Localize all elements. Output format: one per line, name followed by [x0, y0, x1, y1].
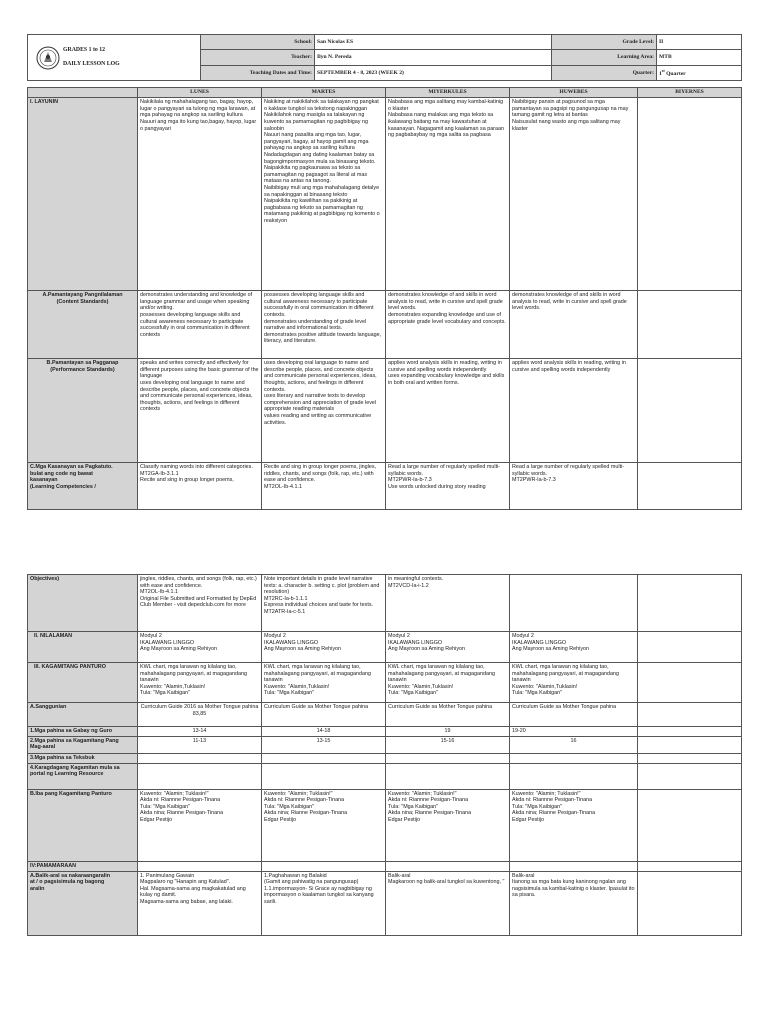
cell-objectives-huwebes [510, 575, 638, 632]
cell-performance-huwebes: applies word analysis skills in reading, writing in cursive and spelling words independently [510, 359, 638, 463]
day-tuesday: MARTES [262, 88, 386, 98]
deped-seal-icon [36, 46, 60, 70]
cell-balik-aral-miyerkules: Balik-aral Magkaroon ng balik-aral tungkol sa kuwentong, " [386, 871, 510, 935]
grade-value: II [657, 35, 742, 50]
cell-kagamitang-pang-martes: 13-15 [262, 736, 386, 753]
cell-sanggunian-martes: Curriculum Guide sa Mother Tongue pahina [262, 703, 386, 727]
cell-layunin-biyernes [638, 98, 742, 291]
row-content-standards [28, 291, 742, 359]
header-table [27, 34, 742, 81]
row-label-karagdagang: 4.Karagdagang Kagamitan mula sa portal ng Learning Resource [28, 763, 138, 789]
row-objectives [28, 575, 742, 632]
cell-kagamitang-pang-biyernes [638, 736, 742, 753]
row-label-balik-aral: A.Balik-aral sa nakaraangaralin at / o pagsisimula ng bagong aralin [28, 871, 138, 935]
lesson-table-page1 [27, 87, 742, 510]
cell-teksbuk-miyerkules [386, 753, 510, 763]
cell-nilalaman-lunes: Modyul 2 IKALAWANG LINGGO Ang Mayroon sa Aming Rehiyon [138, 632, 262, 663]
doc-title-line1: GRADES 1 to 12 [63, 47, 106, 54]
cell-sanggunian-huwebes: Curriculum Guide sa Mother Tongue pahina [510, 703, 638, 727]
cell-balik-aral-lunes: 1. Panimulang Gawain Magpalaro ng "Hanapin ang Katulad". Hal. Magsama-sama ang magkakatulad ang kulay ng damit. Magsama-sama ang babae, ang lalaki. [138, 871, 262, 935]
row-label-gabay: 1.Mga pahina sa Gabay ng Guro [28, 727, 138, 737]
dates-value: SEPTEMBER 4 - 8, 2023 (WEEK 2) [315, 65, 552, 80]
row-kagamitang-pang [28, 736, 742, 753]
grade-label: Grade Level: [552, 35, 657, 50]
cell-balik-aral-biyernes [638, 871, 742, 935]
cell-objectives-miyerkules: in meaningful contexts. MT2VCD-Ia-i-1.2 [386, 575, 510, 632]
cell-nilalaman-martes: Modyul 2 IKALAWANG LINGGO Ang Mayroon sa Aming Rehiyon [262, 632, 386, 663]
row-karagdagang [28, 763, 742, 789]
cell-teksbuk-lunes [138, 753, 262, 763]
row-label-performance-standards: B.Pamantayan sa Pagganap (Performance Standards) [28, 359, 138, 463]
row-layunin [28, 98, 742, 291]
cell-karagdagang-miyerkules [386, 763, 510, 789]
cell-nilalaman-biyernes [638, 632, 742, 663]
cell-sanggunian-lunes: Curriculum Guide 2016 sa Mother Tongue pahina 83,85 [138, 703, 262, 727]
cell-performance-biyernes [638, 359, 742, 463]
cell-gabay-huwebes: 19-20 [510, 727, 638, 737]
logo-cell [28, 35, 201, 81]
cell-layunin-lunes: Nakikilala ng mahahalagang tao, bagay, hayop, lugar o pangyayari sa tulong ng mga larawan, at mga pahayag na angkop sa sariling kultura Nauuri ang mga ito kung tao,bagay, hayop, lugar o pangyayari [138, 98, 262, 291]
quarter-value: 1st Quarter [657, 65, 742, 80]
cell-teksbuk-biyernes [638, 753, 742, 763]
cell-sanggunian-miyerkules: Curriculum Guide sa Mother Tongue pahina [386, 703, 510, 727]
cell-teksbuk-martes [262, 753, 386, 763]
cell-balik-aral-huwebes: Balik-aral Itanong sa mga bata kung kaninong ngalan ang nagsisimula sa kambal-katinig o klaster. Ipasulat ito sa pisara. [510, 871, 638, 935]
cell-kagamitan-martes: KWL chart, mga larawan ng kilalang tao, mahahalagang pangyayari, at magagandang tanawin Kuwento: "Alamin,Tuklasin! Tula: "Mga Kaibigan" [262, 663, 386, 703]
cell-objectives-lunes: jingles, riddles, chants, and songs (folk, rap, etc.) with ease and confidence. MT2OL-Ib-4.1.1 Original File Submitted and Formatted by DepEd Club Member - visit depedclub.com for more [138, 575, 262, 632]
row-performance-standards [28, 359, 742, 463]
page-one [27, 34, 741, 510]
cell-sanggunian-biyernes [638, 703, 742, 727]
cell-objectives-martes: Note important details in grade level narrative texts: a. character b. setting c. plot (problem and resolution) MT2RC-Ia-b-1.1.1 Express individual choices and taste for texts. MT2ATR-Ia-c-5.1 [262, 575, 386, 632]
lesson-table-page2 [27, 574, 742, 936]
cell-content-martes: possesses developing language skills and cultural awareness necessary to participate successfully in oral communication in different contexts. demonstrates understanding of grade level narrative and informational texts. demonstrates positive attitude towards language, literacy, and literature. [262, 291, 386, 359]
cell-karagdagang-martes [262, 763, 386, 789]
cell-competencies-miyerkules: Read a large number of regularly spelled multi-syllabic words. MT2PWR-Ia-b-7.3 Use words unlocked during story reading [386, 463, 510, 510]
cell-nilalaman-huwebes: Modyul 2 IKALAWANG LINGGO Ang Mayroon sa Aming Rehiyon [510, 632, 638, 663]
row-label-pamamaraan: IV:PAMAMARAAN [28, 861, 138, 871]
cell-gabay-martes: 14-18 [262, 727, 386, 737]
cell-layunin-martes: Nakiking at nakikilahok sa talakayan ng pangkat o kaklase tungkol sa tekstong napakinggan Nakikilahok nang masigla sa talakayan ng kuwento sa pamamagitan ng pagbibigay ng saloobin Nauuri nang pasalita ang mga tao, lugar, pangyayari, bagay, at hayop gamit ang mga pahayag na angkop sa sariling kultura Nadadagdagan ang dating kaalaman batay sa bagongimpormasyon mula sa binasang teksto. Naipakikita ng pagkaunawa sa teksto sa pamamagitan ng pagsagot sa literal at mas mataas na antas na tanong. Naibibigay muli ang mga mahahalagang detalye sa napakinggan at binasang teksto Naipakikita ng kawilihan sa pakikinig at pagbabasa ng teksto sa pamamagitan ng matamang pakikinig at pagbibigay ng komento o reaksiyon [262, 98, 386, 291]
cell-iba-pang-lunes: Kuwento: "Alamin; Tuklasin!" Akda ni: Riannne Pesigan-Tinana Tula: "Mga Kaibigan" Akda nina; Rianne Pesigan-Tinana Edgar Pestijo [138, 789, 262, 861]
row-label-competencies: C.Mga Kasanayan sa Pagkatuto. bulat ang code ng bawat kasanayan (Learning Competencies / [28, 463, 138, 510]
row-label-layunin: I. LAYUNIN [28, 98, 138, 291]
cell-gabay-miyerkules: 19 [386, 727, 510, 737]
cell-gabay-biyernes [638, 727, 742, 737]
row-balik-aral [28, 871, 742, 935]
row-pamamaraan [28, 861, 742, 871]
cell-performance-martes: uses developing oral language to name and describe people, places, and concrete objects and communicate personal experiences, ideas, thoughts, actions, and feelings in different contexts. uses literary and narrative texts to develop comprehension and appreciation of grade level appropriate reading materials values reading and writing as communicative activities. [262, 359, 386, 463]
cell-kagamitang-pang-miyerkules: 15-16 [386, 736, 510, 753]
row-label-kagamitang-pang: 2.Mga pahina sa Kagamitang Pang Mag-aaral [28, 736, 138, 753]
row-label-objectives: Objectives) [28, 575, 138, 632]
row-competencies [28, 463, 742, 510]
cell-iba-pang-huwebes: Kuwento: "Alamin; Tuklasin!" Akda ni: Riannne Pesigan-Tinana Tula: "Mga Kaibigan" Akda nina; Rianne Pesigan-Tinana Edgar Pestijo [510, 789, 638, 861]
day-friday: BIYERNES [638, 88, 742, 98]
cell-layunin-huwebes: Naibibigay pansin at pagsunod sa mga pamantayan sa pagsipi ng pangungusap na may tamang gamit ng letra at bantas Naisusulat nang wasto ang mga salitang may klaster [510, 98, 638, 291]
cell-objectives-biyernes [638, 575, 742, 632]
quarter-label: Quarter: [552, 65, 657, 80]
row-sanggunian [28, 703, 742, 727]
day-wednesday: MIYERKULES [386, 88, 510, 98]
cell-content-lunes: demonstrates understanding and knowledge of language grammar and usage when speaking and/or writing. possesses developing language skills and cultural awareness necessary to participate successfully in oral communication in different contexts [138, 291, 262, 359]
dates-label: Teaching Dates and Time: [201, 65, 315, 80]
cell-nilalaman-miyerkules: Modyul 2 IKALAWANG LINGGO Ang Mayroon sa Aming Rehiyon [386, 632, 510, 663]
teacher-label: Teacher: [201, 50, 315, 65]
row-teksbuk [28, 753, 742, 763]
day-header-row [28, 88, 742, 98]
row-kagamitan [28, 663, 742, 703]
cell-karagdagang-lunes [138, 763, 262, 789]
cell-kagamitan-huwebes: KWL chart, mga larawan ng kilalang tao, mahahalagang pangyayari, at magagandang tanawin Kuwento: "Alamin,Tuklasin! Tula: "Mga Kaibigan" [510, 663, 638, 703]
cell-teksbuk-huwebes [510, 753, 638, 763]
row-label-sanggunian: A.Sanggunian [28, 703, 138, 727]
cell-content-huwebes: demonstrates knowledge of and skills in word analysis to read, write in cursive and spell grade level words. [510, 291, 638, 359]
day-thursday: HUWEBES [510, 88, 638, 98]
cell-competencies-huwebes: Read a large number of regularly spelled multi-syllabic words. MT2PWR-Ia-b-7.3 [510, 463, 638, 510]
cell-iba-pang-miyerkules: Kuwento: "Alamin; Tuklasin!" Akda ni: Riannne Pesigan-Tinana Tula: "Mga Kaibigan" Akda nina; Rianne Pesigan-Tinana Edgar Pestijo [386, 789, 510, 861]
cell-content-miyerkules: demonstrates knowledge of and skills in word analysis to read, write in cursive and spell grade level words. demonstrates expanding knowledge and use of appropriate grade level vocabulary and concepts. [386, 291, 510, 359]
cell-karagdagang-biyernes [638, 763, 742, 789]
area-value: MTB [657, 50, 742, 65]
cell-performance-lunes: speaks and writes correctly and effectively for different purposes using the basic grammar of the language uses developing oral language to name and describe people, places, and concrete objects and communicate personal experiences, ideas, thoughts, actions, and feelings in different contexts [138, 359, 262, 463]
cell-kagamitan-miyerkules: KWL chart, mga larawan ng kilalang tao, mahahalagang pangyayari, at magagandang tanawin Kuwento: "Alamin,Tuklasin! Tula: "Mga Kaibigan" [386, 663, 510, 703]
cell-performance-miyerkules: applies word analysis skills in reading, writing in cursive and spelling words independently uses expanding vocabulary knowledge and skills in both oral and written forms. [386, 359, 510, 463]
page-two [27, 574, 741, 936]
cell-kagamitan-lunes: KWL chart, mga larawan ng kilalang tao, mahahalagang pangyayari, at magagandang tanawin Kuwento: "Alamin,Tuklasin! Tula: "Mga Kaibigan" [138, 663, 262, 703]
row-label-teksbuk: 3.Mga pahina sa Teksbuk [28, 753, 138, 763]
cell-content-biyernes [638, 291, 742, 359]
school-value: San Nicolas ES [315, 35, 552, 50]
row-label-kagamitan: III. KAGAMITANG PANTURO [28, 663, 138, 703]
row-nilalaman [28, 632, 742, 663]
cell-iba-pang-biyernes [638, 789, 742, 861]
cell-layunin-miyerkules: Nababasa ang mga salitang may kambal-katinig o klaster Nababasa nang malakas ang mga teksto sa ikalawang baitang na may kawastuhan at kasanayan. Nagagamit ang kaalaman sa paraan ng pagbabaybay ng mga salita sa pagbasa [386, 98, 510, 291]
row-gabay [28, 727, 742, 737]
cell-kagamitang-pang-huwebes: 16 [510, 736, 638, 753]
school-label: School: [201, 35, 315, 50]
row-label-content-standards: A.Pamantayang Pangnilalaman (Content Standards) [28, 291, 138, 359]
cell-competencies-lunes: Classify naming words into different categories. MT2GA-Ib-3.1.1 Recite and sing in group longer poems, [138, 463, 262, 510]
cell-balik-aral-martes: 1.Paghahawan ng Balakid (Gamit ang pahiwatig na pangungusap) 1.1.impormasyon- Si Grace ay nagbibigay ng impormasyon o kaalaman tungkol sa kanyang sarili. [262, 871, 386, 935]
cell-iba-pang-martes: Kuwento: "Alamin; Tuklasin!" Akda ni: Riannne Pesigan-Tinana Tula: "Mga Kaibigan" Akda nina; Rianne Pesigan-Tinana Edgar Pestijo [262, 789, 386, 861]
cell-competencies-martes: Recite and sing in group longer poems, jingles, riddles, chants, and songs (folk, rap, etc.) with ease and confidence. MT2OL-Ib-4.1.1 [262, 463, 386, 510]
cell-competencies-biyernes [638, 463, 742, 510]
doc-title-line2: DAILY LESSON LOG [63, 60, 120, 67]
cell-kagamitan-biyernes [638, 663, 742, 703]
row-label-iba-pang: B.Iba pang Kagamitang Panturo [28, 789, 138, 861]
cell-gabay-lunes: 13-14 [138, 727, 262, 737]
area-label: Learning Area: [552, 50, 657, 65]
cell-kagamitang-pang-lunes: 11-13 [138, 736, 262, 753]
day-monday: LUNES [138, 88, 262, 98]
row-label-nilalaman: II. NILALAMAN [28, 632, 138, 663]
cell-karagdagang-huwebes [510, 763, 638, 789]
row-iba-pang [28, 789, 742, 861]
teacher-value: Ilyn N. Pereda [315, 50, 552, 65]
